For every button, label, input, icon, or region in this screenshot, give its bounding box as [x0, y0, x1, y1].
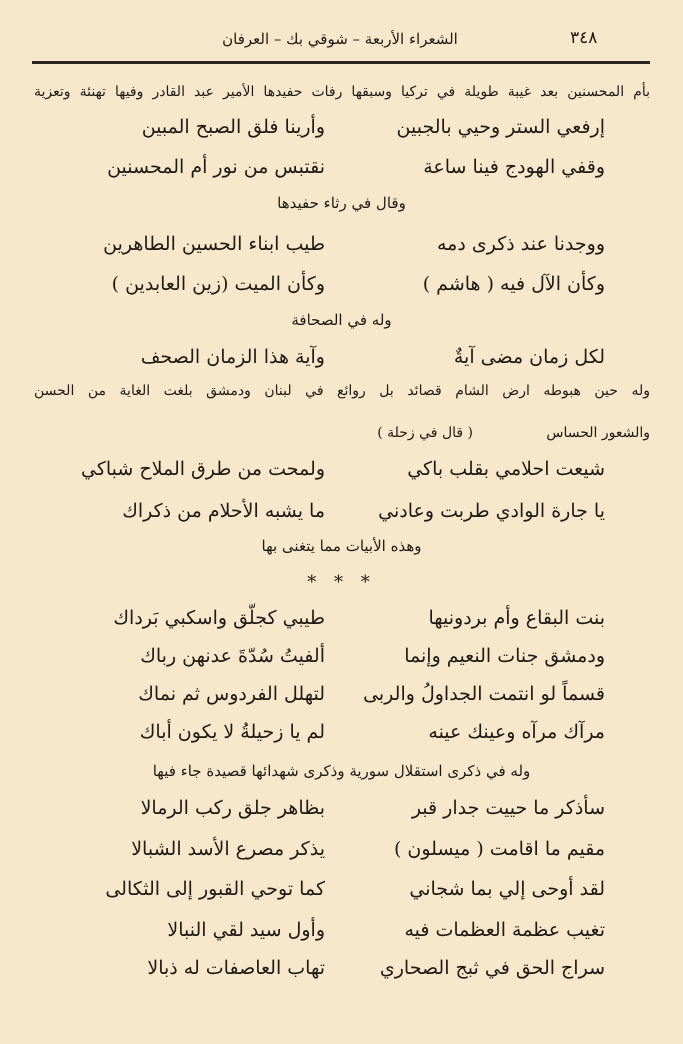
hemistich-second: يذكر مصرع الأسد الشبالا [131, 838, 325, 860]
verse [60, 721, 605, 751]
hemistich-first: تغيب عظمة العظمات فيه [404, 919, 605, 941]
hemistich-first: بنت البقاع وأم بردونيها [428, 607, 605, 629]
hemistich-first: ووجدنا عند ذكرى دمه [437, 233, 605, 255]
intro-prose: بأم المحسنين بعد غيبة طويلة في تركيا وسبقها رفات حفيدها الأمير عبد القادر وفيها تهنئة وتعزية [34, 84, 650, 100]
hemistich-second: كما توحي القبور إلى الثكالى [105, 878, 325, 900]
section-heading: وله في الصحافة [291, 311, 392, 329]
hemistich-second: طيبي كجلّق واسكبي بَرداك [113, 607, 325, 629]
verse [60, 458, 605, 488]
hemistich-first: شيعت احلامي بقلب باكي [407, 458, 605, 480]
hemistich-second: وأرينا فلق الصبح المبين [141, 116, 325, 138]
verse [60, 500, 605, 530]
verse [60, 797, 605, 827]
separator-stars: * * * [307, 572, 376, 593]
hemistich-second: ما يشبه الأحلام من ذكراك [122, 500, 325, 522]
running-title: الشعراء الأربعة – شوقي بك – العرفان [222, 30, 458, 48]
prose-line: وله حين هبوطه ارض الشام قصائد بل روائع في لبنان ودمشق بلغت الغاية من الحسن [34, 383, 650, 399]
hemistich-first: لقد أوحى إلي بما شجاني [409, 878, 605, 900]
hemistich-second: نقتبس من نور أم المحسنين [107, 156, 325, 178]
hemistich-second: لتهلل الفردوس ثم نماك [138, 683, 325, 705]
verse [60, 878, 605, 908]
hemistich-first: سراج الحق في ثبج الصحاري [379, 957, 605, 979]
hemistich-second: وأول سيد لقي النبالا [167, 919, 325, 941]
hemistich-first: وقفي الهودج فينا ساعة [423, 156, 605, 178]
hemistich-first: ودمشق جنات النعيم وإنما [404, 645, 605, 667]
prose-line: والشعور الحساس [546, 425, 650, 441]
verse [60, 919, 605, 949]
hemistich-first: وكأن الآل فيه ( هاشم ) [422, 273, 605, 295]
hemistich-first: مقيم ما اقامت ( ميسلون ) [393, 838, 605, 860]
verse [60, 957, 605, 987]
section-heading: وله في ذكرى استقلال سورية وذكرى شهدائها قصيدة جاء فيها [152, 762, 531, 780]
header-rule [32, 61, 650, 64]
hemistich-first: مرآك مرآه وعينك عينه [428, 721, 605, 743]
verse [60, 838, 605, 868]
hemistich-second: ألفيتُ سُدّةَ عدنهن رباك [140, 645, 325, 667]
hemistich-first: قسماً لو انتمت الجداولُ والربى [363, 683, 605, 705]
section-heading: وهذه الأبيات مما يتغنى بها [261, 537, 422, 555]
hemistich-second: وكأن الميت (زين العابدين ) [111, 273, 325, 295]
poem-title: ( قال في زحلة ) [377, 425, 473, 441]
page-number: ٣٤٨ [570, 28, 598, 48]
hemistich-second: وآية هذا الزمان الصحف [140, 346, 325, 368]
hemistich-second: لم يا زحيلةُ لا يكون أباك [139, 721, 325, 743]
verse [60, 116, 605, 146]
hemistich-first: سأذكر ما حييت جدار قبر [411, 797, 605, 819]
verse [60, 683, 605, 713]
hemistich-first: يا جارة الوادي طربت وعادني [378, 500, 605, 522]
verse [60, 346, 605, 376]
verse [60, 645, 605, 675]
hemistich-second: بظاهر جلق ركب الرمالا [140, 797, 325, 819]
hemistich-second: ولمحت من طرق الملاح شباكي [81, 458, 325, 480]
verse [60, 607, 605, 637]
section-heading: وقال في رثاء حفيدها [277, 194, 406, 212]
verse [60, 273, 605, 303]
verse [60, 156, 605, 186]
hemistich-first: لكل زمان مضى آيةٌ [453, 346, 605, 368]
hemistich-first: إرفعي الستر وحيي بالجبين [396, 116, 605, 138]
hemistich-second: طيب ابناء الحسين الطاهرين [103, 233, 325, 255]
verse [60, 233, 605, 263]
hemistich-second: تهاب العاصفات له ذبالا [147, 957, 325, 979]
